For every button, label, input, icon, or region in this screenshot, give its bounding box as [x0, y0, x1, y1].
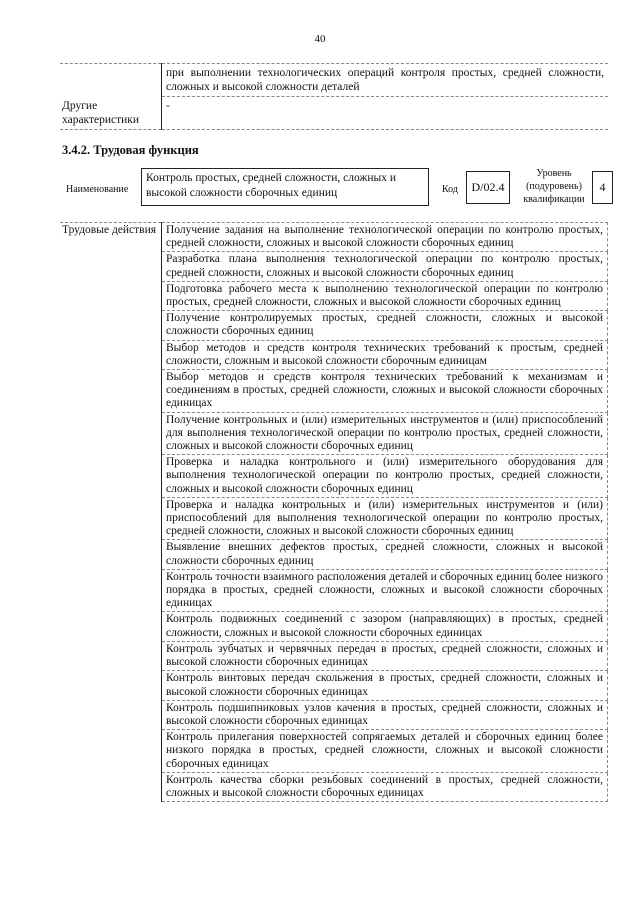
labor-action-item: Разработка плана выполнения технологической операции по контролю простых, средней сложности, сложных и высокой сложности сборочных единиц — [162, 252, 608, 281]
labor-action-item: Выбор методов и средств контроля технических требований к простым, средней сложности, сложным и высокой сложности сборочным единицам — [162, 340, 608, 369]
qualification-level: 4 — [592, 171, 613, 204]
labor-action-item: Получение контролируемых простых, средней сложности, сложных и высокой сложности сборочных единиц — [162, 311, 608, 340]
labor-actions-table — [60, 222, 608, 802]
other-characteristics-value: - — [162, 97, 609, 130]
labor-action-item: Контроль подвижных соединений с зазором (направляющих) в простых, средней сложности, сложных и высокой сложности сборочных единицах — [162, 612, 608, 641]
qualification-level-label: Уровень (подуровень) квалификации — [523, 168, 585, 205]
labor-action-item: Контроль точности взаимного расположения деталей и сборочных единиц более низкого порядка в простых, средней сложности, сложных и высокой сложности сборочных единицах — [162, 569, 608, 612]
labor-action-item: Получение контрольных и (или) измерительных инструментов и (или) приспособлений для выполнения технологической операции по контролю простых, средней сложности, сложных и высокой сложности сборочных единиц — [162, 412, 608, 455]
continuation-table — [60, 63, 608, 130]
labor-action-item: Выявление внешних дефектов простых, средней сложности, сложных и высокой сложности сборочных единиц — [162, 540, 608, 569]
labor-action-item: Контроль качества сборки резьбовых соединений в простых, средней сложности, сложных и высокой сложности сборочных единицах — [162, 772, 608, 801]
continuation-text: при выполнении технологических операций контроля простых, средней сложности, сложных и высокой сложности деталей — [162, 64, 609, 97]
labor-action-item: Выбор методов и средств контроля технических требований к механизмам и соединениям в простых, средней сложности, сложных и высокой сложности сборочных единицах — [162, 370, 608, 413]
function-name: Контроль простых, средней сложности, сложных и высокой сложности сборочных единиц — [141, 168, 429, 206]
labor-action-item: Контроль подшипниковых узлов качения в простых, средней сложности, сложных и высокой сложности сборочных единицах — [162, 700, 608, 729]
function-header — [62, 167, 612, 211]
function-name-label: Наименование — [66, 184, 129, 195]
function-code-label: Код — [442, 184, 458, 195]
table-row — [60, 223, 608, 252]
other-characteristics-label: Другие характеристики — [60, 97, 162, 130]
labor-action-item: Контроль винтовых передач скольжения в простых, средней сложности, сложных и высокой сложности сборочных единицах — [162, 671, 608, 700]
continuation-label-cell — [60, 64, 162, 97]
labor-actions-label: Трудовые действия — [60, 223, 162, 802]
labor-action-item: Подготовка рабочего места к выполнению технологической операции по контролю простых, средней сложности, сложных и высокой сложности сборочных единиц — [162, 281, 608, 310]
labor-action-item: Проверка и наладка контрольного и (или) измерительного оборудования для выполнения технологической операции по контролю простых, средней сложности, сложных и высокой сложности сборочных единиц — [162, 455, 608, 498]
function-code: D/02.4 — [466, 171, 510, 204]
labor-action-item: Получение задания на выполнение технологической операции по контролю простых, средней сложности, сложных и высокой сложности сборочных единиц — [162, 223, 608, 252]
labor-action-item: Контроль прилегания поверхностей сопрягаемых деталей и сборочных единиц более низкого порядка в простых, средней сложности, сложных и высокой сложности сборочных единицах — [162, 730, 608, 773]
labor-action-item: Контроль зубчатых и червячных передач в простых, средней сложности, сложных и высокой сложности сборочных единицах — [162, 641, 608, 670]
labor-action-item: Проверка и наладка контрольных и (или) измерительных инструментов и (или) приспособлений для выполнения технологической операции по контролю простых, средней сложности, сложных и высокой сложности сборочных единиц — [162, 497, 608, 540]
section-title: 3.4.2. Трудовая функция — [62, 143, 199, 157]
page-number: 40 — [314, 33, 326, 45]
